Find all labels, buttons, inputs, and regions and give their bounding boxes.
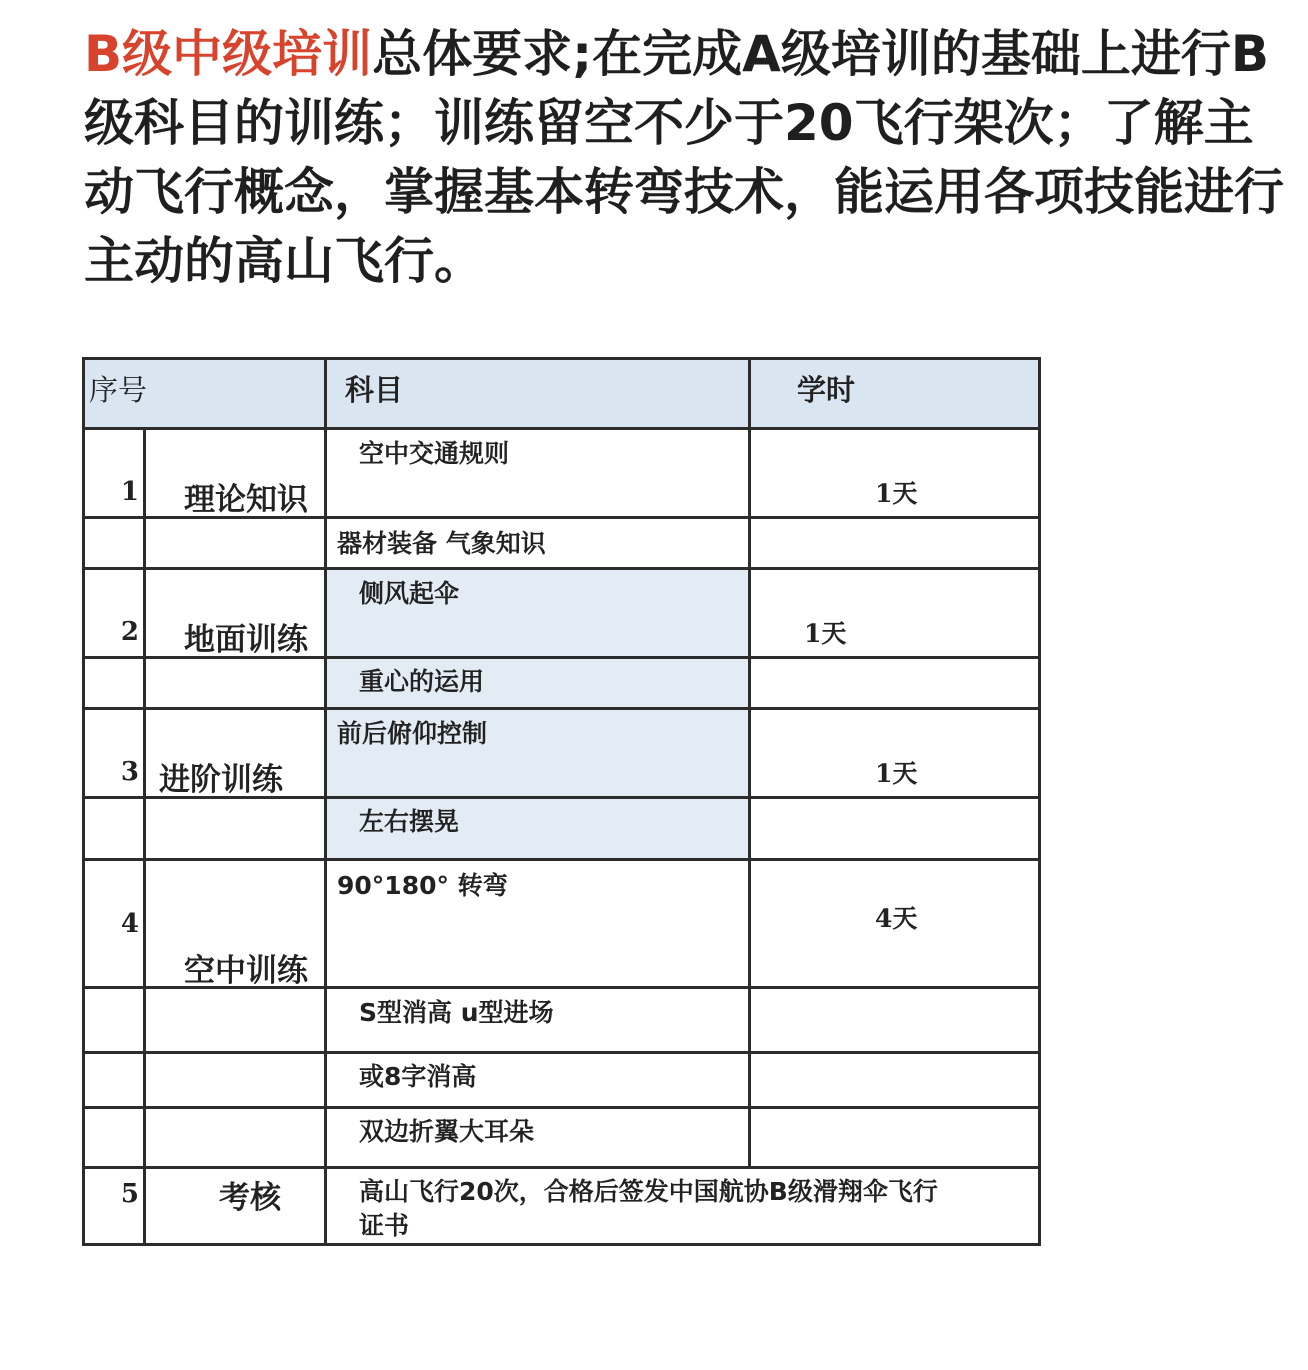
row-category-empty — [145, 1108, 326, 1168]
row-subject: 双边折翼大耳朵 — [326, 1108, 750, 1168]
row-category-empty — [145, 658, 326, 709]
row-number: 1 — [84, 429, 145, 518]
header-number: 序号 — [84, 359, 326, 429]
row-number: 5 — [84, 1168, 145, 1245]
row-subject: 空中交通规则 — [326, 429, 750, 518]
row-hours: 1天 — [750, 429, 1040, 518]
row-number: 3 — [84, 709, 145, 798]
row-hours: 1天 — [750, 709, 1040, 798]
row-subject: 左右摆晃 — [326, 798, 750, 860]
table-row — [84, 518, 1040, 569]
row-number-empty — [84, 798, 145, 860]
row-subject-exam — [326, 1168, 1040, 1245]
row-number-empty — [84, 518, 145, 569]
row-category-empty — [145, 518, 326, 569]
table-row — [84, 988, 1040, 1053]
row-number-empty — [84, 988, 145, 1053]
training-table — [82, 357, 1041, 1246]
exam-subject-line2: 证书 — [359, 1211, 410, 1240]
table-row — [84, 1168, 1040, 1245]
row-hours: 1天 — [750, 569, 1040, 658]
row-hours-empty — [750, 988, 1040, 1053]
row-number-empty — [84, 658, 145, 709]
row-number: 2 — [84, 569, 145, 658]
row-category: 地面训练 — [145, 569, 326, 658]
row-hours-empty — [750, 518, 1040, 569]
header-subject: 科目 — [326, 359, 750, 429]
row-hours: 4天 — [750, 860, 1040, 988]
row-category-empty — [145, 1053, 326, 1108]
row-category: 进阶训练 — [145, 709, 326, 798]
table-row — [84, 709, 1040, 798]
row-hours-empty — [750, 658, 1040, 709]
row-number-empty — [84, 1053, 145, 1108]
row-category-empty — [145, 988, 326, 1053]
table-row — [84, 1108, 1040, 1168]
row-subject: 90°180° 转弯 — [326, 860, 750, 988]
table-row — [84, 658, 1040, 709]
row-subject: 侧风起伞 — [326, 569, 750, 658]
table-row — [84, 798, 1040, 860]
exam-subject-line1: 高山飞行20次，合格后签发中国航协B级滑翔伞飞行 — [359, 1177, 938, 1206]
row-subject: S型消高 u型进场 — [326, 988, 750, 1053]
table-row — [84, 569, 1040, 658]
row-subject: 前后俯仰控制 — [326, 709, 750, 798]
intro-paragraph — [84, 20, 1284, 296]
row-category: 空中训练 — [145, 860, 326, 988]
row-hours-empty — [750, 1053, 1040, 1108]
row-hours-empty — [750, 1108, 1040, 1168]
intro-highlight: B级中级培训 — [84, 25, 373, 83]
row-subject: 或8字消高 — [326, 1053, 750, 1108]
row-category: 考核 — [145, 1168, 326, 1245]
row-subject: 重心的运用 — [326, 658, 750, 709]
intro-text: 总体要求;在完成A级培训的基础上进行B级科目的训练；训练留空不少于20飞行架次；了解主动飞行概念，掌握基本转弯技术，能运用各项技能进行主动的高山飞行。 — [84, 25, 1284, 290]
row-number-empty — [84, 1108, 145, 1168]
row-subject: 器材装备 气象知识 — [326, 518, 750, 569]
table-row — [84, 860, 1040, 988]
table-row — [84, 1053, 1040, 1108]
row-category: 理论知识 — [145, 429, 326, 518]
row-hours-empty — [750, 798, 1040, 860]
table-row — [84, 429, 1040, 518]
header-hours: 学时 — [750, 359, 1040, 429]
row-number: 4 — [84, 860, 145, 988]
table-header-row — [84, 359, 1040, 429]
row-category-empty — [145, 798, 326, 860]
